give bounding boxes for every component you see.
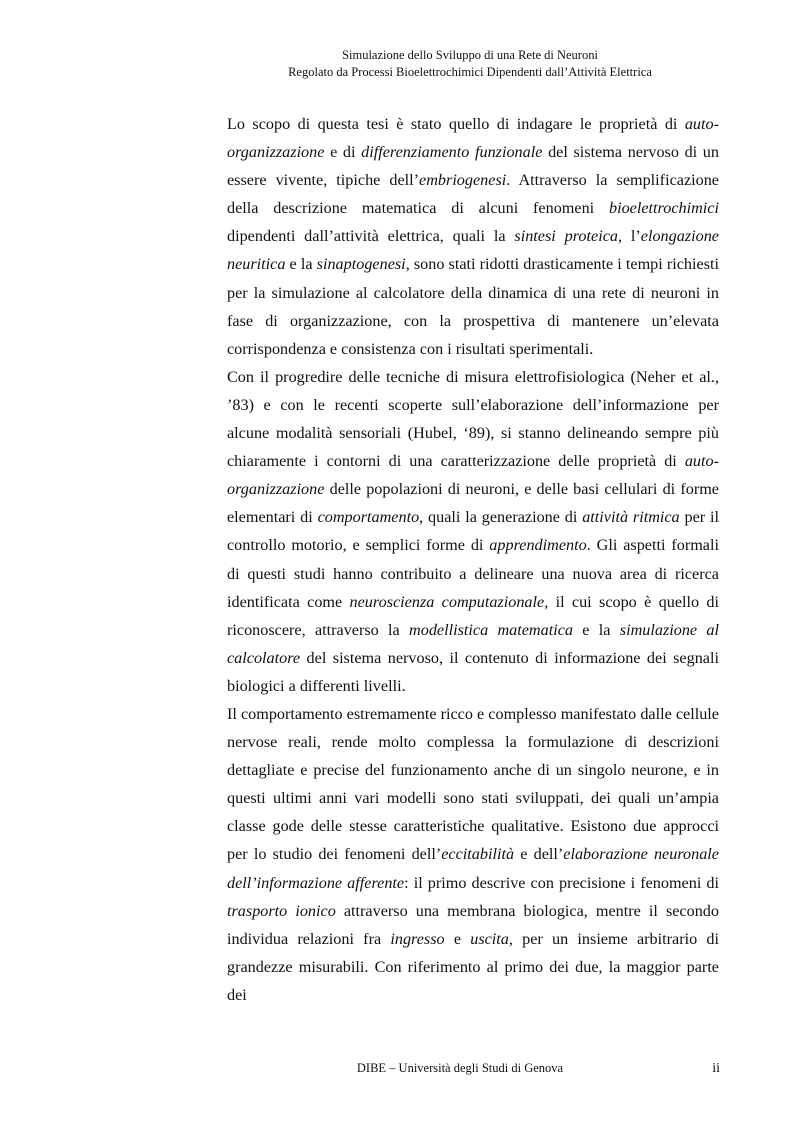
text-run: del sistema nervoso di un essere vivente, tipiche dell’ xyxy=(227,143,719,190)
emphasis-term: auto-organizzazione xyxy=(227,452,719,499)
text-run: : il primo descrive con precisione i fenomeni di xyxy=(404,873,720,892)
emphasis-term: sinaptogenesi xyxy=(316,255,406,274)
emphasis-term: ingresso xyxy=(390,929,445,948)
text-run: , il cui scopo è quello di riconoscere, attraverso la xyxy=(227,592,720,639)
text-run: Il comportamento estremamente ricco e complesso manifestato dalle cellule nervose reali, rende molto complessa la formulazione di descrizioni dettagliate e precise del funzionamento anche di un singolo neurone, e in questi ultimi anni vari modelli sono stati sviluppati, dei quali un’ampia classe gode delle stesse caratteristiche qualitative. Esistono due approcci per lo studio dei fenomeni dell’ xyxy=(227,704,719,864)
body-text xyxy=(227,110,719,1009)
text-run: , quali la generazione di xyxy=(419,508,583,527)
emphasis-term: trasporto ionico xyxy=(227,901,336,920)
text-run: Lo scopo di questa tesi è stato quello di indagare le proprietà di xyxy=(227,115,685,133)
paragraph xyxy=(227,110,719,363)
text-run: , l’ xyxy=(617,227,641,246)
text-run: e di xyxy=(324,143,362,162)
emphasis-term: embriogenesi xyxy=(419,171,507,190)
emphasis-term: eccitabilità xyxy=(441,845,515,864)
text-run: e la xyxy=(285,255,317,274)
emphasis-term: apprendimento xyxy=(489,536,587,555)
text-run: , sono stati ridotti drasticamente i tempi richiesti per la simulazione al calcolatore della dinamica di una rete di neuroni in fase di organizzazione, con la prospettiva di mantenere un’elevata corrispondenza e consistenza con i risultati sperimentali. xyxy=(227,255,720,358)
emphasis-term: differenziamento funzionale xyxy=(361,143,543,162)
header-title-line-2: Regolato da Processi Bioelettrochimici Dipendenti dall’Attività Elettrica xyxy=(288,65,652,79)
text-run: dipendenti dall’attività elettrica, quali la xyxy=(227,227,515,246)
emphasis-term: elaborazione neuronale dell’informazione afferente xyxy=(227,845,719,892)
emphasis-term: elongazione neuritica xyxy=(227,227,719,274)
paragraph xyxy=(227,700,719,1009)
text-run: e xyxy=(444,929,471,948)
text-run: e dell’ xyxy=(514,845,564,864)
emphasis-term: uscita xyxy=(470,929,509,948)
emphasis-term: modellistica matematica xyxy=(409,620,573,639)
text-run: Con il progredire delle tecniche di misura elettrofisiologica (Neher et al., ’83) e con le recenti scoperte sull’elaborazione dell’informazione per alcune modalità sensoriali (Hubel, ‘89), si stanno delineando sempre più chiaramente i contorni di una caratterizzazione delle proprietà di xyxy=(227,367,719,471)
emphasis-term: simulazione al calcolatore xyxy=(227,620,719,667)
emphasis-term: bioelettrochimici xyxy=(609,199,719,218)
running-header xyxy=(200,47,740,81)
header-title-line-1: Simulazione dello Sviluppo di una Rete di Neuroni xyxy=(342,48,598,62)
emphasis-term: comportamento xyxy=(317,508,420,527)
text-run: . Gli aspetti formali di questi studi hanno contribuito a delineare una nuova area di ricerca identificata come xyxy=(227,536,719,611)
emphasis-term: sintesi proteica xyxy=(514,227,618,246)
paragraph xyxy=(227,363,719,700)
page-number: ii xyxy=(712,1061,720,1076)
text-run: del sistema nervoso, il contenuto di informazione dei segnali biologici a differenti livelli. xyxy=(227,648,719,695)
text-run: , per un insieme arbitrario di grandezze misurabili. Con riferimento al primo dei due, la maggior parte dei xyxy=(227,929,719,1004)
text-run: attraverso una membrana biologica, mentre il secondo individua relazioni fra xyxy=(227,901,719,948)
emphasis-term: attività ritmica xyxy=(582,508,680,527)
footer-institution: DIBE – Università degli Studi di Genova xyxy=(356,1061,564,1075)
text-run: e la xyxy=(573,620,620,639)
text-run: per il controllo motorio, e semplici forme di xyxy=(227,508,719,555)
text-run: . Attraverso la semplificazione della descrizione matematica di alcuni fenomeni xyxy=(227,171,719,218)
emphasis-term: auto-organizzazione xyxy=(227,115,719,162)
emphasis-term: neuroscienza computazionale xyxy=(349,592,545,611)
text-run: delle popolazioni di neuroni, e delle basi cellulari di forme elementari di xyxy=(227,480,719,527)
